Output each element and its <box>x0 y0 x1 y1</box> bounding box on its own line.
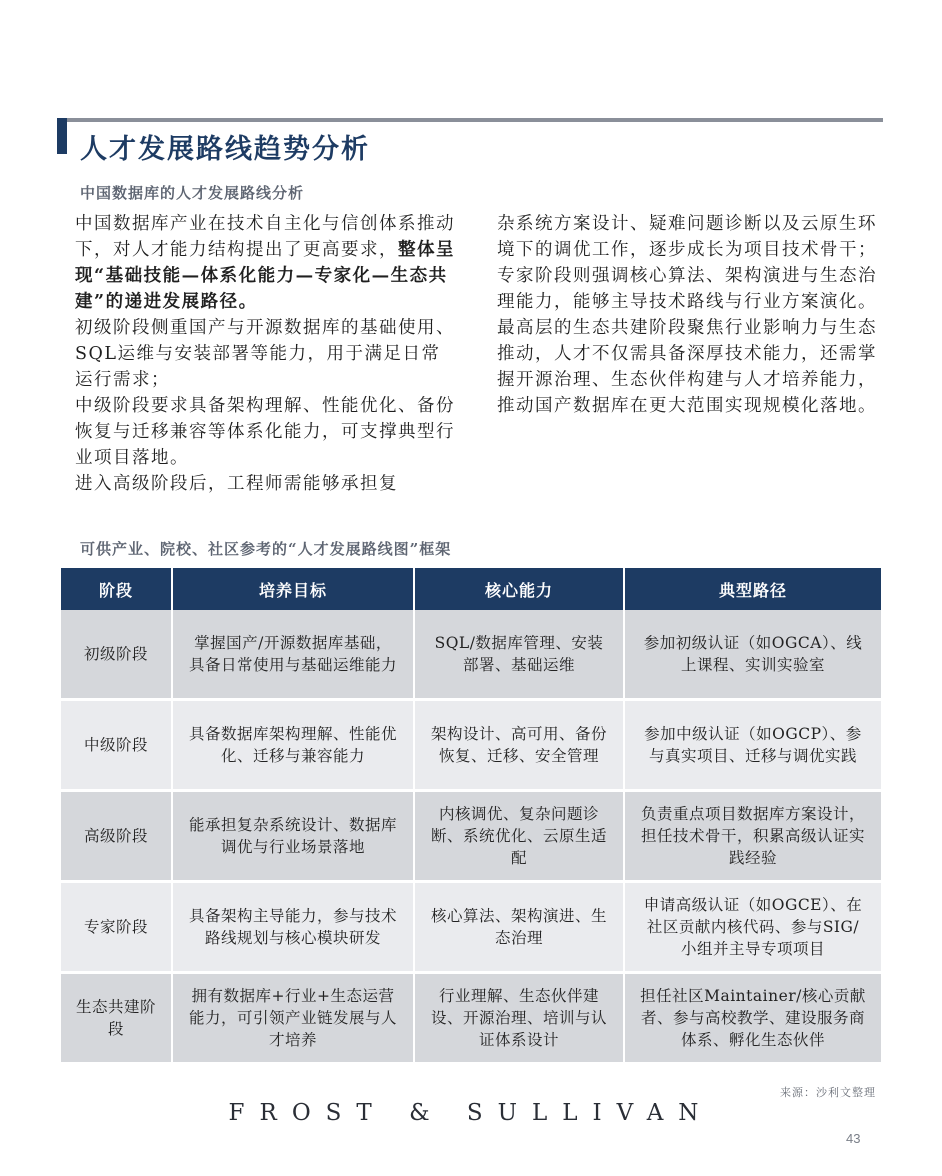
roadmap-table <box>61 568 881 1065</box>
emphasis-text: 整体呈现“基础技能—体系化能力—专家化—生态共建”的递进发展路径。 <box>75 240 455 312</box>
goal-cell: 拥有数据库+行业+生态运营能力，可引领产业链发展与人才培养 <box>172 973 414 1064</box>
paragraph: 杂系统方案设计、疑难问题诊断以及云原生环境下的调优工作，逐步成长为项目技术骨干； <box>497 214 877 260</box>
table-row <box>61 791 881 882</box>
goal-cell: 能承担复杂系统设计、数据库调优与行业场景落地 <box>172 791 414 882</box>
path-cell: 负责重点项目数据库方案设计，担任技术骨干，积累高级认证实践经验 <box>624 791 881 882</box>
stage-cell: 中级阶段 <box>61 700 172 791</box>
table-header-row <box>61 568 881 610</box>
stage-cell: 生态共建阶段 <box>61 973 172 1064</box>
title-accent-bar <box>57 118 67 154</box>
header-cell: 阶段 <box>61 568 172 610</box>
page-number: 43 <box>846 1131 861 1146</box>
stage-cell: 高级阶段 <box>61 791 172 882</box>
subtitle-analysis: 中国数据库的人才发展路线分析 <box>80 184 305 202</box>
brand-logo: FROST & SULLIVAN <box>228 1100 714 1126</box>
ability-cell: 内核调优、复杂问题诊断、系统优化、云原生适配 <box>414 791 624 882</box>
goal-cell: 掌握国产/开源数据库基础，具备日常使用与基础运维能力 <box>172 610 414 700</box>
body-column-right <box>497 211 877 419</box>
table-row <box>61 973 881 1064</box>
body-column-left <box>75 211 455 497</box>
source-note: 来源：沙利文整理 <box>780 1086 876 1099</box>
table-row <box>61 610 881 700</box>
top-rule <box>57 118 883 122</box>
header-cell: 核心能力 <box>414 568 624 610</box>
stage-cell: 专家阶段 <box>61 882 172 973</box>
paragraph: 最高层的生态共建阶段聚焦行业影响力与生态推动，人才不仅需具备深厚技术能力，还需掌握开源治理、生态伙伴构建与人才培养能力，推动国产数据库在更大范围实现规模化落地。 <box>497 318 877 416</box>
ability-cell: 架构设计、高可用、备份恢复、迁移、安全管理 <box>414 700 624 791</box>
subtitle-framework: 可供产业、院校、社区参考的“人才发展路线图”框架 <box>80 540 452 558</box>
goal-cell: 具备数据库架构理解、性能优化、迁移与兼容能力 <box>172 700 414 791</box>
ability-cell: 行业理解、生态伙伴建设、开源治理、培训与认证体系设计 <box>414 973 624 1064</box>
path-cell: 申请高级认证（如OGCE）、在社区贡献内核代码、参与SIG/小组并主导专项项目 <box>624 882 881 973</box>
paragraph: 专家阶段则强调核心算法、架构演进与生态治理能力，能够主导技术路线与行业方案演化。 <box>497 266 877 312</box>
stage-cell: 初级阶段 <box>61 610 172 700</box>
header-cell: 培养目标 <box>172 568 414 610</box>
path-cell: 参加初级认证（如OGCA）、线上课程、实训实验室 <box>624 610 881 700</box>
paragraph: 中级阶段要求具备架构理解、性能优化、备份恢复与迁移兼容等体系化能力，可支撑典型行业项目落地。 <box>75 396 455 468</box>
paragraph: 进入高级阶段后，工程师需能够承担复 <box>75 474 398 494</box>
path-cell: 担任社区Maintainer/核心贡献者、参与高校教学、建设服务商体系、孵化生态伙伴 <box>624 973 881 1064</box>
table-row <box>61 882 881 973</box>
path-cell: 参加中级认证（如OGCP）、参与真实项目、迁移与调优实践 <box>624 700 881 791</box>
ability-cell: 核心算法、架构演进、生态治理 <box>414 882 624 973</box>
ability-cell: SQL/数据库管理、安装部署、基础运维 <box>414 610 624 700</box>
table-row <box>61 700 881 791</box>
paragraph-text: 中国数据库产业在技术自主化与信创体系推动下，对人才能力结构提出了更高要求， <box>75 214 455 260</box>
goal-cell: 具备架构主导能力，参与技术路线规划与核心模块研发 <box>172 882 414 973</box>
paragraph <box>75 211 455 315</box>
paragraph: 初级阶段侧重国产与开源数据库的基础使用、SQL运维与安装部署等能力，用于满足日常运行需求； <box>75 318 455 390</box>
section-title: 人才发展路线趋势分析 <box>80 134 370 165</box>
header-cell: 典型路径 <box>624 568 881 610</box>
